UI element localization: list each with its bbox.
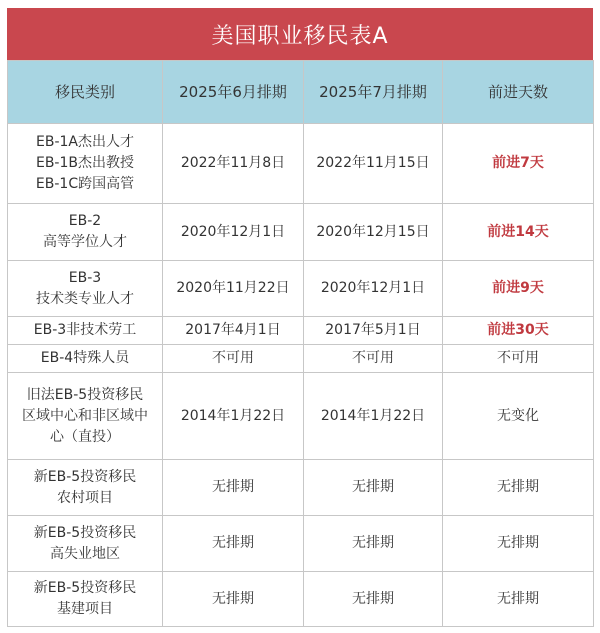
category-line: 心（直投） xyxy=(50,428,120,445)
table-row xyxy=(8,516,594,572)
july-date-cell: 无排期 xyxy=(304,516,443,572)
category-line: 农村项目 xyxy=(57,489,113,506)
table-row xyxy=(8,373,594,460)
advance-cell: 前进9天 xyxy=(443,261,594,317)
advance-cell: 不可用 xyxy=(443,345,594,373)
header-advance: 前进天数 xyxy=(443,61,594,124)
category-cell xyxy=(8,572,163,627)
advance-cell: 无变化 xyxy=(443,373,594,460)
category-line: 技术类专业人才 xyxy=(36,290,134,307)
category-line: 新EB-5投资移民 xyxy=(33,580,137,596)
table-row xyxy=(8,124,594,204)
header-row xyxy=(8,61,594,124)
july-date-cell: 2020年12月1日 xyxy=(304,261,443,317)
category-cell xyxy=(8,261,163,317)
visa-bulletin-table xyxy=(7,60,594,627)
june-date-cell: 2017年4月1日 xyxy=(163,317,304,345)
category-cell xyxy=(8,124,163,204)
june-date-cell: 2020年12月1日 xyxy=(163,204,304,261)
advance-cell: 前进30天 xyxy=(443,317,594,345)
category-line: 高等学位人才 xyxy=(43,234,127,250)
advance-cell: 无排期 xyxy=(443,572,594,627)
category-line: EB-1C跨国高管 xyxy=(35,176,135,192)
header-category: 移民类别 xyxy=(8,61,163,124)
category-line: EB-3非技术劳工 xyxy=(33,322,137,338)
july-date-cell: 不可用 xyxy=(304,345,443,373)
july-date-cell: 2017年5月1日 xyxy=(304,317,443,345)
category-cell xyxy=(8,516,163,572)
category-line: 旧法EB-5投资移民 xyxy=(26,386,144,403)
category-cell xyxy=(8,345,163,373)
june-date-cell: 2020年11月22日 xyxy=(163,261,304,317)
table-row xyxy=(8,204,594,261)
july-date-cell: 2020年12月15日 xyxy=(304,204,443,261)
table-row xyxy=(8,317,594,345)
category-cell xyxy=(8,317,163,345)
advance-cell: 无排期 xyxy=(443,460,594,516)
category-cell xyxy=(8,204,163,261)
header-june: 2025年6月排期 xyxy=(163,61,304,124)
july-date-cell: 无排期 xyxy=(304,460,443,516)
category-cell xyxy=(8,373,163,460)
advance-cell: 前进7天 xyxy=(443,124,594,204)
category-line: EB-2 xyxy=(68,213,102,229)
category-line: EB-3 xyxy=(68,269,102,286)
category-line: EB-1A杰出人才 xyxy=(36,134,134,150)
july-date-cell: 2014年1月22日 xyxy=(304,373,443,460)
table-row xyxy=(8,572,594,627)
june-date-cell: 无排期 xyxy=(163,516,304,572)
july-date-cell: 2022年11月15日 xyxy=(304,124,443,204)
june-date-cell: 无排期 xyxy=(163,572,304,627)
category-line: 新EB-5投资移民 xyxy=(33,468,137,485)
category-line: EB-4特殊人员 xyxy=(40,350,130,366)
table-row xyxy=(8,345,594,373)
july-date-cell: 无排期 xyxy=(304,572,443,627)
june-date-cell: 无排期 xyxy=(163,460,304,516)
category-line: 基建项目 xyxy=(57,601,113,617)
advance-cell: 无排期 xyxy=(443,516,594,572)
table-row xyxy=(8,261,594,317)
category-line: 高失业地区 xyxy=(50,545,120,562)
category-line: 新EB-5投资移民 xyxy=(33,524,137,541)
visa-bulletin-container xyxy=(7,8,593,627)
header-july: 2025年7月排期 xyxy=(304,61,443,124)
june-date-cell: 2014年1月22日 xyxy=(163,373,304,460)
category-line: 区域中心和非区域中 xyxy=(22,407,148,424)
june-date-cell: 不可用 xyxy=(163,345,304,373)
category-line: EB-1B杰出教授 xyxy=(35,155,134,171)
table-row xyxy=(8,460,594,516)
category-cell xyxy=(8,460,163,516)
june-date-cell: 2022年11月8日 xyxy=(163,124,304,204)
table-title: 美国职业移民表A xyxy=(7,8,593,60)
advance-cell: 前进14天 xyxy=(443,204,594,261)
